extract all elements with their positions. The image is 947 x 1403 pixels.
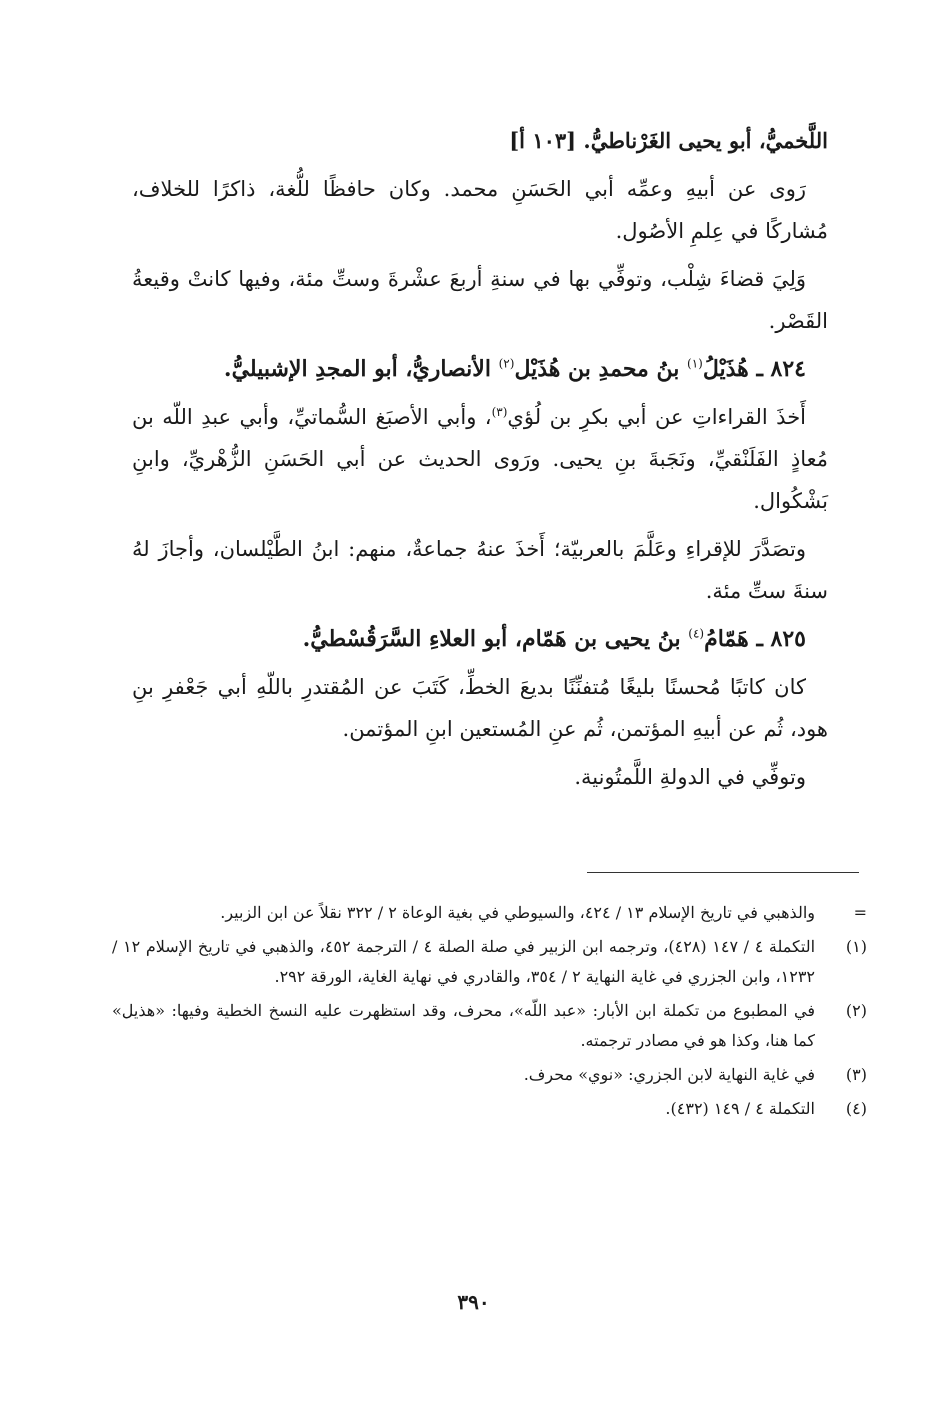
- footnotes: [112, 898, 867, 1128]
- footnote-2: [112, 996, 867, 1056]
- footnote-ref-2[interactable]: (٢): [498, 356, 515, 371]
- paragraph-death: وَلِيَ قضاءَ شِلْب، وتوفِّي بها في سنةِ أربعَ عشْرةَ وستِّ مئة، وفيها كانتْ وقيعةُ القَصْر.: [132, 267, 828, 333]
- footnote-1: [112, 932, 867, 992]
- paragraph-teachers: [132, 396, 828, 522]
- paragraph-career: كان كاتبًا مُحسنًا بليغًا مُتفنِّنًا بديعَ الخطِّ، كَتَبَ عن المُقتدرِ باللّهِ أبي جَعْفرِ بنِ هود، ثُم عن أبيهِ المؤتمن، ثُم عنِ المُستعين ابنِ المؤتمن.: [132, 675, 828, 741]
- footnote-ref-1[interactable]: (١): [687, 356, 703, 371]
- entry-825-name: هَمّامُ: [704, 626, 749, 652]
- footnote-marker: (٢): [845, 1001, 867, 1020]
- paragraph-teachers-end: ، وأبي الأصبَغ السُّماتيِّ، وأبي عبدِ اللّه بن مُعاذٍ الفَلَنْقيِّ، ونَجَبةَ بنِ يحيى. ورَوى الحديث عن أبي الحَسَنِ الزُّهْريِّ، وابنِ بَشْكُوال.: [132, 405, 828, 513]
- footnote-ref-4[interactable]: (٤): [688, 626, 705, 641]
- entry-825-number: ٨٢٥ ـ: [756, 626, 806, 652]
- entry-824-name-middle: بنُ محمدِ بن هُذَيْل: [514, 356, 687, 382]
- footnote-marker: (٤): [845, 1099, 867, 1118]
- entry-825-heading: [132, 618, 828, 660]
- paragraph-teaching: وتصَدَّرَ للإقراءِ وعَلَّمَ بالعربيّة؛ أَخذَ عنهُ جماعةٌ، منهم: ابنُ الطَّيْلسان، وأجازَ لهُ سنةَ ستِّ مئة.: [132, 537, 828, 603]
- footnote-text: في غاية النهاية لابن الجزري: «نوي» محرف.: [523, 1065, 815, 1084]
- footnote-text: في المطبوع من تكملة ابن الأبار: «عبد اللّه»، محرف، وقد استظهرت عليه النسخ الخطية وفيها: «هذيل» كما هنا، وكذا هو في مصادر ترجمته.: [112, 1001, 815, 1050]
- footnote-text: التكملة ٤ / ١٤٧ (٤٢٨)، وترجمه ابن الزبير في صلة الصلة ٤ / الترجمة ٤٥٢، والذهبي في تاريخ الإسلام ١٢ / ١٢٣٢، وابن الجزري في غاية النهاية ٢ / ٣٥٤، والقادري في نهاية الغاية، الورقة ٢٩٢.: [112, 937, 816, 986]
- continued-entry-heading: اللَّخميُّ، أبو يحيى الغَرْناطيُّ. [١٠٣ أ]: [509, 128, 828, 153]
- entry-824-heading: [132, 348, 828, 390]
- footnote-4: [112, 1094, 867, 1124]
- footnote-marker: (١): [845, 937, 867, 956]
- footnote-marker: (٣): [845, 1065, 867, 1084]
- footnote-3: [112, 1060, 867, 1090]
- footnote-text: التكملة ٤ / ١٤٩ (٤٣٢).: [665, 1099, 815, 1118]
- footnote-marker: =: [853, 903, 867, 922]
- paragraph-narration: رَوى عن أبيهِ وعمِّه أبي الحَسَنِ محمد. وكان حافظًا للُّغة، ذاكرًا للخلاف، مُشاركًا في عِلمِ الأصُول.: [132, 177, 828, 243]
- entry-824-number: ٨٢٤ ـ: [756, 356, 806, 382]
- page-number: ٣٩٠: [457, 1290, 490, 1314]
- main-text: [132, 120, 828, 804]
- entry-824-name: هُذَيْلُ: [702, 356, 749, 382]
- footnote-continuation: [112, 898, 867, 928]
- entry-825-name-rest: بنُ يحيى بن هَمّام، أبو العلاءِ السَّرَقُسْطيُّ.: [302, 626, 689, 652]
- footnote-ref-3[interactable]: (٣): [491, 405, 508, 419]
- entry-824-name-rest: الأنصاريُّ، أبو المجدِ الإشبيليُّ.: [223, 356, 499, 382]
- footnote-text: والذهبي في تاريخ الإسلام ١٣ / ٤٢٤، والسيوطي في بغية الوعاة ٢ / ٣٢٢ نقلاً عن ابن الزبير.: [220, 903, 815, 922]
- footnote-divider: [587, 872, 859, 873]
- paragraph-death-825: وتوفِّي في الدولةِ اللَّمتُونية.: [574, 765, 806, 789]
- paragraph-teachers-start: أَخذَ القراءاتِ عن أبي بكرِ بن لُؤي: [507, 405, 807, 429]
